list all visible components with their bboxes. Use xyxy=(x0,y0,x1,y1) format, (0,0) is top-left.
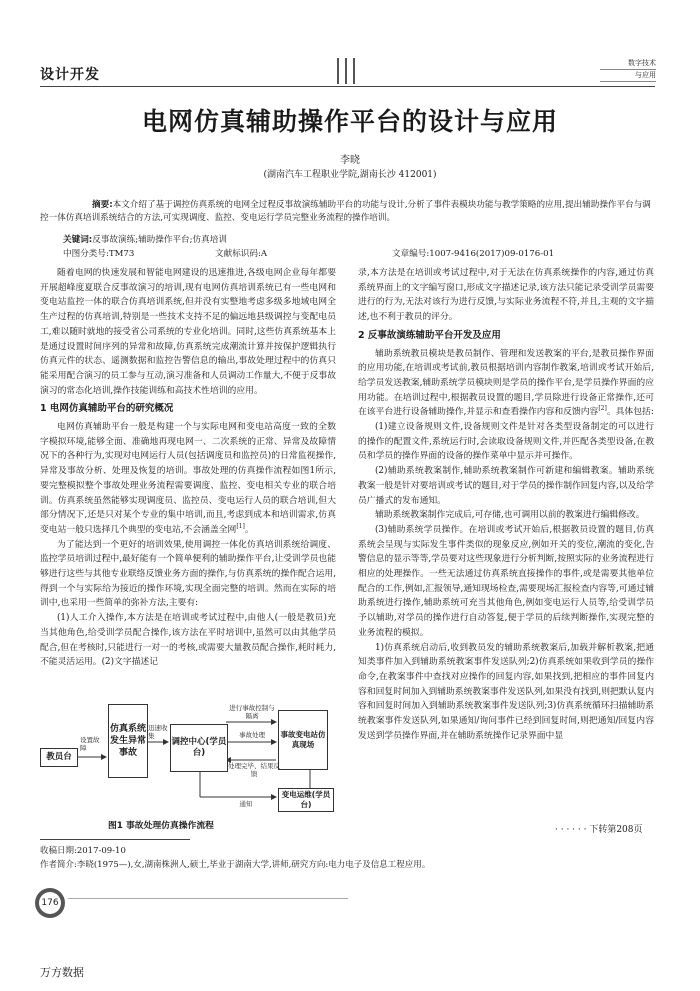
paragraph: (1)人工介入操作,本方法是在培训或考试过程中,由他人(一般是教员)充当其他角色,给受训学员配合操作,该方法在平时培训中,虽然可以由其他学员配合,但在考核时,只能进行一对一的考核,或需要大量教员配合操作,耗时耗力,不能灵活运用。(2)文字描述记 xyxy=(40,613,336,668)
box-teacher: 教员台 xyxy=(40,748,78,767)
watermark: 万方数据 xyxy=(40,966,84,979)
label-operations: 进行事故控制与隔离 xyxy=(229,704,275,720)
abstract xyxy=(40,199,658,225)
section-heading-1: 1 电网仿真辅助平台的研究概况 xyxy=(40,403,174,415)
section-header: 设计开发 xyxy=(40,67,100,83)
affiliation: (湖南汽车工程职业学院,湖南长沙 412001) xyxy=(263,170,437,180)
box-substation-ops: 变电运维(学员台) xyxy=(278,788,334,812)
paragraph: (1)建立设备规则文件,设备规则文件是针对各类型设备制定的可以进行的操作的配置文件,系统运行时,会读取设备规则文件,并匹配各类型设备,在教员和学员的操作界面的设备的操作菜单中显示并可操作。 xyxy=(358,422,654,462)
label-set-fault: 设置故障 xyxy=(80,736,100,752)
paragraph: 1)仿真系统启动后,收到教员发的辅助系统教案后,加载并解析教案,把通知类事件加入到辅助系统教案事件发送队列;2)仿真系统如果收到学员的操作命令,在教案事件中查找对应操作的回复内容,如果找到,把相应的事件回复内容和回复时间加入到辅助系统教案事件发送队列,如果没有找到,则把默认复内容和回复时间加入到辅助系统教案事件发送队列;3)仿真系统循环扫描辅助系统教案事件发送队列,如果通知/询问事件已经到回复时间,则把通知/回复内容发送到学员操作界面,并在辅助系统操作记录界面中显 xyxy=(358,642,654,741)
left-column xyxy=(40,266,336,670)
page-number: 176 xyxy=(39,892,61,914)
continued-note: · · · · · · 下转第208页 xyxy=(555,825,643,835)
right-column xyxy=(358,266,654,744)
box-simulation-fault: 仿真系统发生异常事故 xyxy=(108,704,148,778)
page-rule xyxy=(68,898,348,899)
label-processing: 事故处理 xyxy=(239,731,265,739)
label-notify: 通知 xyxy=(239,800,253,808)
label-collect: 迅速收集 xyxy=(148,724,168,740)
paragraph: (3)辅助系统学员操作。在培训或考试开始后,根据教员设置的题目,仿真系统会呈现与实际发生事件类似的现象反应,例如开关的变位,潮流的变化,告警信息的显示等等,学员要对这些现象进行分析判断,按照实际的业务流程进行相应的处理操作。一些无法通过仿真系统直接操作的事件,或是需要其他单位配合的工作,例如,汇报领导,通知现场检查,需要现场汇报检查内容等,可通过辅助系统进行操作,辅助系统可充当其他角色,例如变电运行人员等,给受训学员予以辅助,对学员的操作进行自动答复,便于学员的后续判断操作,实现完整的业务流程的模拟。 xyxy=(358,524,654,638)
journal-tag xyxy=(600,58,656,82)
abstract-label: 摘要: xyxy=(92,200,113,210)
keywords-label: 关键词: xyxy=(63,235,93,245)
paragraph-text: 辅助系统教员模块是教员制作、管理和发送教案的平台,是教员操作界面的应用功能,在培训或考试前,教员根据培训内容制作教案,培训或考试开始后,给学员发送教案,辅助系统学员模块则是学员的操作平台,是学员操作界面的应用功能。在培训过程中,根据教员设置的题目,学员除进行设备正常操作,还可在该平台进行设备辅助操作,并显示和查看操作内容和反馈内容 xyxy=(358,348,654,418)
abstract-text: 本文介绍了基于调控仿真系统的电网全过程反事故演练辅助平台的功能与设计,分析了事件表模块功能与教学策略的应用,提出辅助操作平台与调控一体仿真培训系统结合的方法,可实现调度、监控、变电运行学员完整业务流程的操作培训。 xyxy=(40,200,651,223)
paragraph-text: 电网仿真辅助平台一般是构建一个与实际电网和变电站高度一致的全数字模拟环境,能够全面、准确地再现电网一、二次系统的正常、异常及故障情况下的各种行为,实现对电网运行人员(包括调度员和监控员)的日常监视操作,异常及事故分析、处理及恢复的培训。事故处理的仿真操作流程如图1所示,要完整模拟整个事故处理业务流程需要调度、监控、变电相关专业的联合培训。仿真系统虽然能够实现调度员、监控员、变电运行人员的联合培训,但大部分情况下,还是只对某个专业的集中培训,而且,考虑到成本和培训需求,仿真变电站一般只选择几个典型的变电站,不会涵盖全网 xyxy=(40,422,336,535)
header-decoration xyxy=(333,58,363,84)
paragraph-tail: 。具体包括: xyxy=(606,407,654,418)
paragraph: 辅助系统教案制作完成后,可存储,也可调用以前的教案进行编辑修改。 xyxy=(375,510,645,521)
article-number: 文章编号:1007-9416(2017)09-0176-01 xyxy=(392,249,555,259)
paragraph xyxy=(358,347,654,421)
figure-caption: 图1 事故处理仿真操作流程 xyxy=(108,821,214,831)
label-feedback: 处理完毕、结果反馈 xyxy=(228,762,280,778)
article-title: 电网仿真辅助操作平台的设计与应用 xyxy=(141,107,558,136)
citation: [1] xyxy=(236,523,245,531)
author-bio: 作者简介:李晓(1975—),女,湖南株洲人,硕士,毕业于湖南大学,讲师,研究方向:电力电子及信息工程应用。 xyxy=(40,860,431,870)
paragraph: 录,本方法是在培训或考试过程中,对于无法在仿真系统操作的内容,通过仿真系统界面上的文字编写窗口,形成文字描述记录,该方法只能记录受训学员需要进行的行为,无法对该行为进行反馈,与实际业务流程不符,并且,主观的文字描述,也不利于教员的评分。 xyxy=(358,268,654,323)
document-code: 文献标识码:A xyxy=(215,249,268,259)
keywords-text: 反事故演练;辅助操作平台;仿真培训 xyxy=(92,235,227,245)
journal-tag-top: 数字技术 xyxy=(600,58,656,70)
paragraph: 为了能达到一个更好的培训效果,使用调控一体化仿真培训系统给调度、监控学员培训过程中,最好能有一个简单便利的辅助操作平台,让受训学员也能够进行这些与其他专业联络反馈业务方面的操作,与仿真系统的操作配合运用,得到一个与实际给为接近的操作环境,实现全面完整的培训。然而在实际的培训中,也采用一些简单的弥补方法,主要有: xyxy=(40,539,336,609)
received-date: 收稿日期:2017-09-10 xyxy=(40,846,126,856)
keywords xyxy=(63,233,663,245)
paragraph: 随着电网的快速发展和智能电网建设的迅速推进,各级电网企业每年都要开展超峰度夏联合反事故演习的培训,现有电网仿真培训系统已有一些电网和变电站监控一体的联合仿真培训系统,但并没有实整地考虑多级多地域电网全生产过程的仿真培训,特别是一些技术支持不足的偏远地县级调控与变配电员工,难以随时就地的接受省公司系统的专业化培训。同时,这些仿真系统基本上是通过设置时间序列的异常和故障,仿真系统完成潮流计算并按保护逻辑执行仿真元件的状态、遥测数据和监控告警信息的输出,事故处理过程中的仿真只能采用配合演习的员工参与互动,演习准备和人员调动工作量大,不便于反事故演习的常态化培训,操作技能训练和高技术性培训的应用。 xyxy=(40,268,336,396)
box-substation-site: 事故变电站仿真现场 xyxy=(278,710,328,770)
paragraph: (2)辅助系统教案制作,辅助系统教案制作可新建和编辑教案。辅助系统教案一般是针对要培训或考试的题目,对于学员的操作制作回复内容,以及给学员广播式的发布通知。 xyxy=(358,466,654,506)
box-control-center: 调控中心(学员台) xyxy=(170,724,228,772)
page-number-badge xyxy=(35,888,65,918)
author: 李晓 xyxy=(340,155,360,166)
section-heading-2: 2 反事故演练辅助平台开发及应用 xyxy=(358,329,501,341)
footnote-rule xyxy=(40,839,190,840)
flowchart-figure xyxy=(40,702,340,812)
header-rule xyxy=(40,86,655,87)
paragraph: 电网仿真辅助平台一般是构建一个与实际电网和变电站高度一致的全数字模拟环境,能够全面、准确地再现电网一、二次系统的正常、异常及故障情况下的各种行为,实现对电网运行人员(包括调度员和监控员)的日常监视操作,异常及事故分析、处理及恢复的培训。事故处理的仿真操作流程如图1所示,要完整模拟整个事故处理业务流程需要调度、监控、变电相关专业的联合培训。仿真系统虽然能够实现调度员、监控员、变电运行人员的联合培训,但大部分情况下,还是只对某个专业的集中培训,而且,考虑到成本和培训需求,仿真变电站一般只选择几个典型的变电站,不会涵盖全网[1]。 xyxy=(40,422,336,535)
journal-tag-bottom: 与应用 xyxy=(600,70,656,82)
citation: [2] xyxy=(598,405,607,413)
clc-number: 中图分类号:TM73 xyxy=(63,249,135,259)
